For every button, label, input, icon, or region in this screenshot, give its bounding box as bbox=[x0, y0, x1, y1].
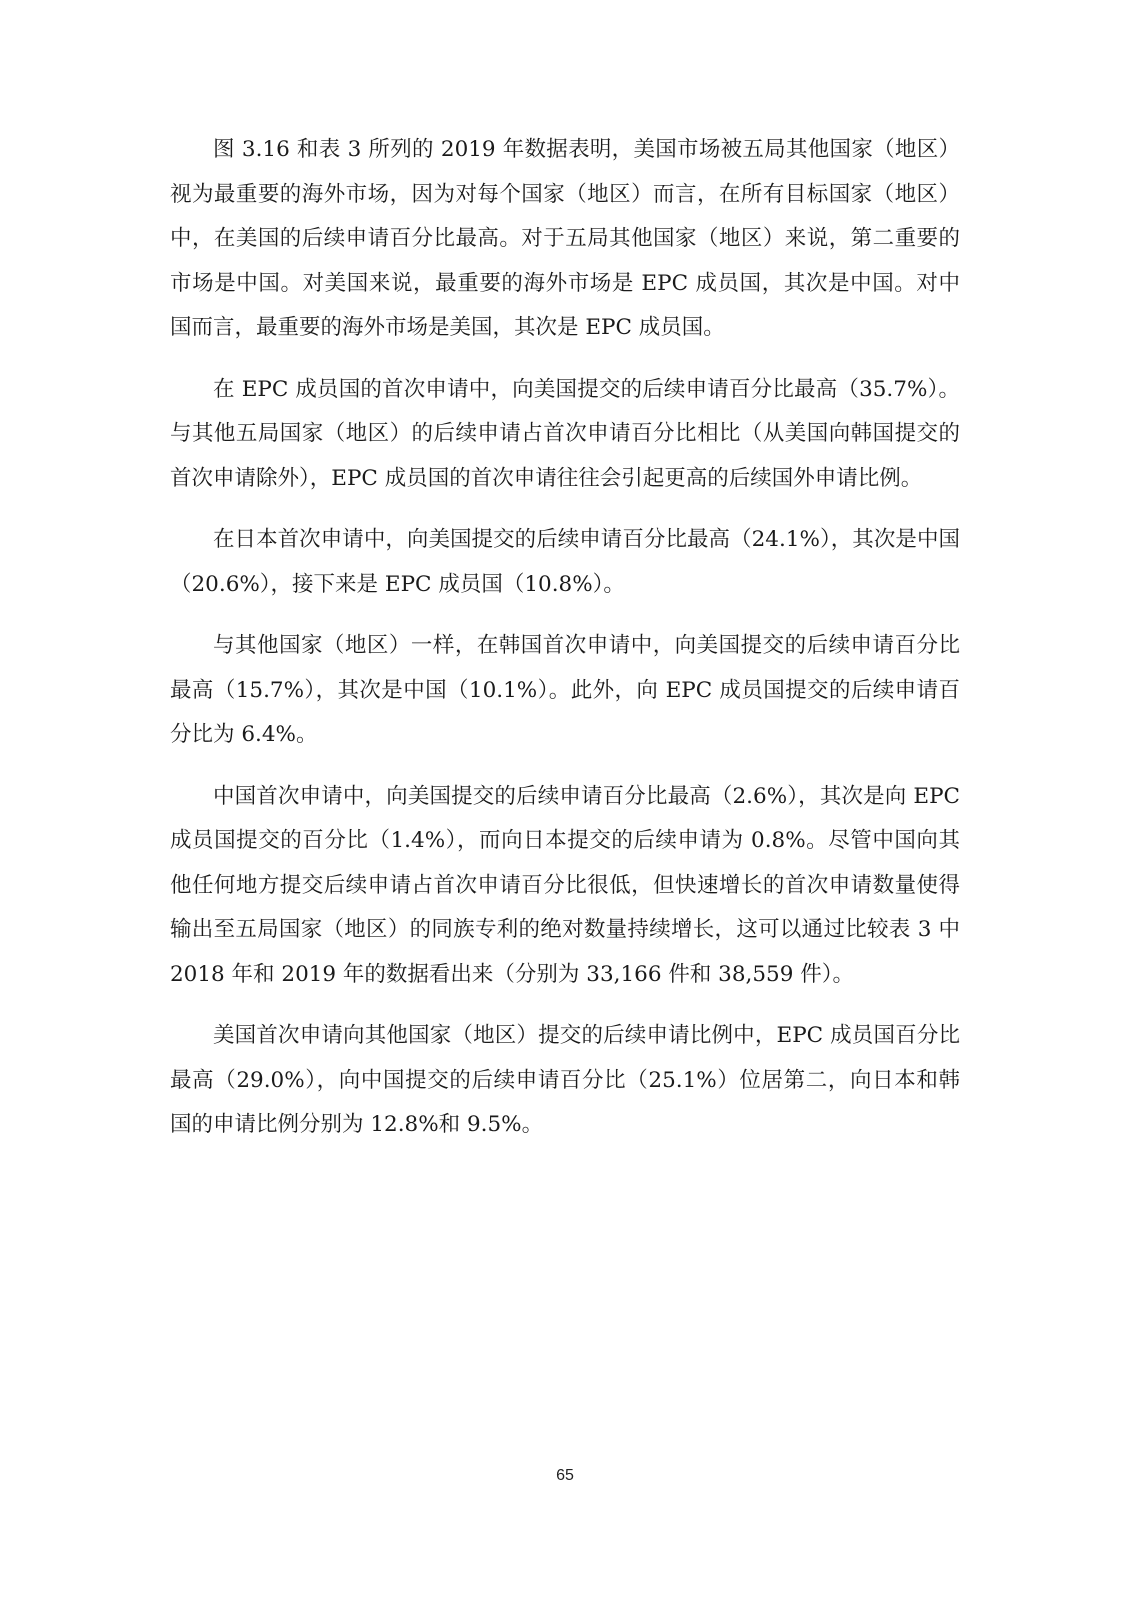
paragraph-4: 与其他国家（地区）一样，在韩国首次申请中，向美国提交的后续申请百分比最高（15.7%），其次是中国（10.1%）。此外，向 EPC 成员国提交的后续申请百分比为 6.4%。 bbox=[170, 633, 960, 747]
paragraph-1: 图 3.16 和表 3 所列的 2019 年数据表明，美国市场被五局其他国家（地区）视为最重要的海外市场，因为对每个国家（地区）而言，在所有目标国家（地区）中，在美国的后续申请百分比最高。对于五局其他国家（地区）来说，第二重要的市场是中国。对美国来说，最重要的海外市场是 EPC 成员国，其次是中国。对中国而言，最重要的海外市场是美国，其次是 EPC 成员国。 bbox=[170, 137, 960, 340]
paragraph-2: 在 EPC 成员国的首次申请中，向美国提交的后续申请百分比最高（35.7%）。与其他五局国家（地区）的后续申请占首次申请百分比相比（从美国向韩国提交的首次申请除外），EPC 成员国的首次申请往往会引起更高的后续国外申请比例。 bbox=[170, 376, 960, 491]
document-body bbox=[170, 128, 960, 1165]
paragraph-6: 美国首次申请向其他国家（地区）提交的后续申请比例中，EPC 成员国百分比最高（29.0%），向中国提交的后续申请百分比（25.1%）位居第二，向日本和韩国的申请比例分别为 12.8%和 9.5%。 bbox=[170, 1023, 960, 1137]
page-number: 65 bbox=[556, 1467, 574, 1484]
paragraph-5: 中国首次申请中，向美国提交的后续申请百分比最高（2.6%），其次是向 EPC 成员国提交的百分比（1.4%），而向日本提交的后续申请为 0.8%。尽管中国向其他任何地方提交后续申请占首次申请百分比很低，但快速增长的首次申请数量使得输出至五局国家（地区）的同族专利的绝对数量持续增长，这可以通过比较表 3 中 2018 年和 2019 年的数据看出来（分别为 33,166 件和 38,559 件）。 bbox=[170, 783, 960, 987]
paragraph-3: 在日本首次申请中，向美国提交的后续申请百分比最高（24.1%），其次是中国（20.6%），接下来是 EPC 成员国（10.8%）。 bbox=[170, 527, 960, 597]
